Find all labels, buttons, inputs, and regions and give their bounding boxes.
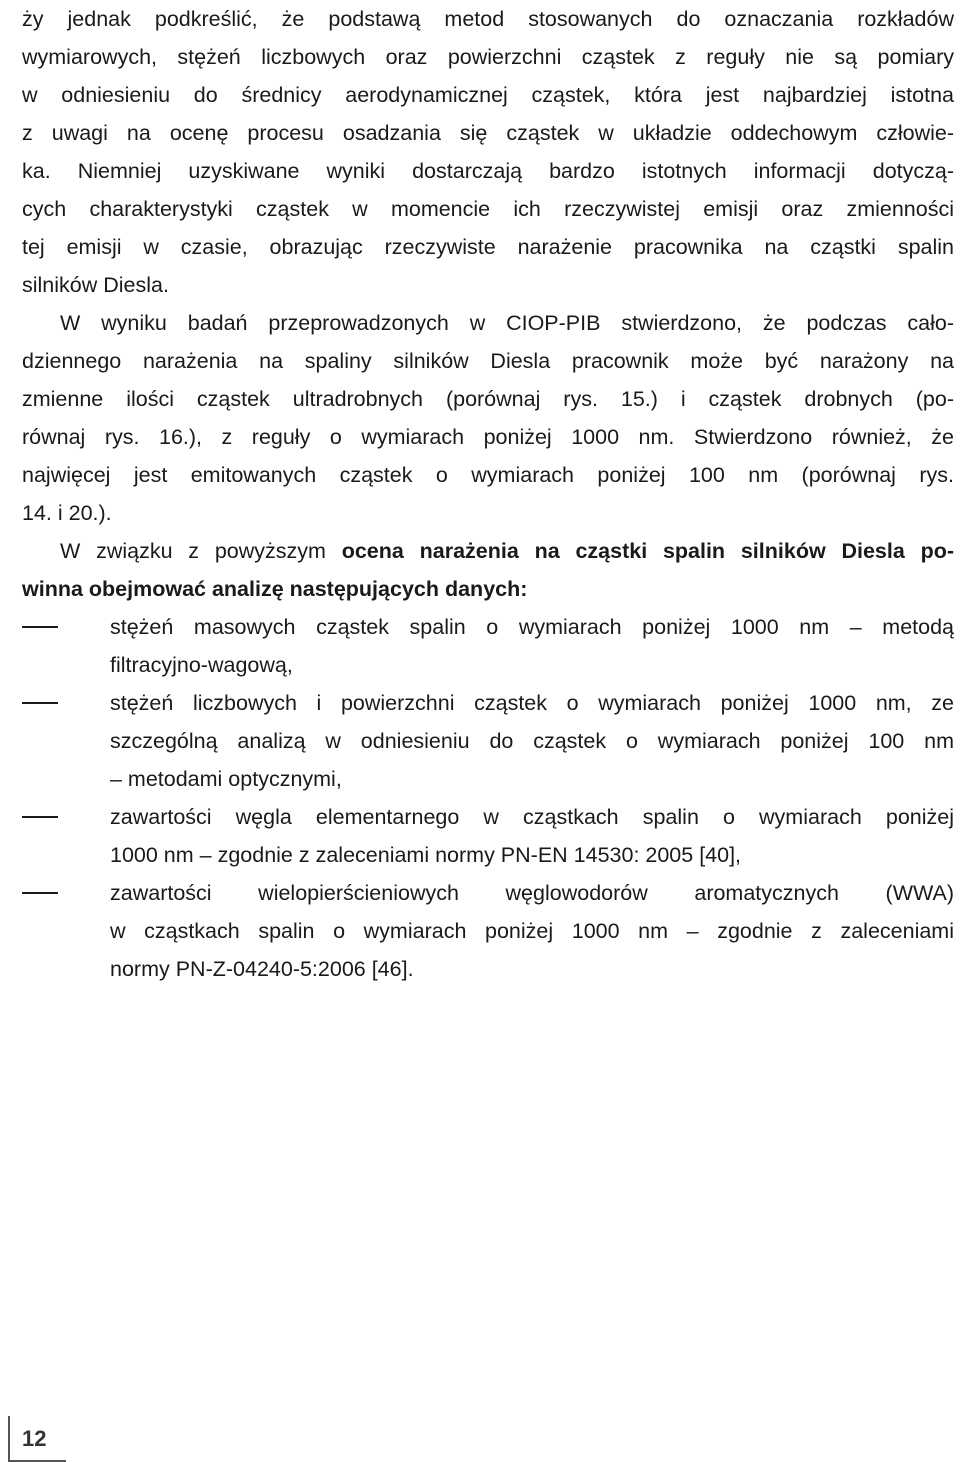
paragraph-3-bold-line: winna obejmować analizę następujących danych: (22, 577, 528, 601)
paragraph-2-line: równaj rys. 16.), z reguły o wymiarach poniżej 1000 nm. Stwierdzono również, że (22, 425, 954, 449)
paragraph-1-line: cych charakterystyki cząstek w momencie ich rzeczywistej emisji oraz zmienności (22, 197, 954, 221)
paragraph-2 (22, 304, 954, 532)
paragraph-2-line: 14. i 20.). (22, 501, 112, 525)
paragraph-1 (22, 0, 954, 304)
list-item-line: zawartości węgla elementarnego w cząstkach spalin o wymiarach poniżej (110, 805, 954, 829)
paragraph-1-line: z uwagi na ocenę procesu osadzania się cząstek w układzie oddechowym człowie- (22, 121, 954, 145)
paragraph-1-line: tej emisji w czasie, obrazując rzeczywiste narażenie pracownika na cząstki spalin (22, 235, 954, 259)
dash-bullet-icon (22, 892, 58, 894)
list-item-line: stężeń masowych cząstek spalin o wymiarach poniżej 1000 nm – metodą (110, 615, 954, 639)
list-item-line: filtracyjno-wagową, (110, 653, 293, 677)
dash-bullet-icon (22, 816, 58, 818)
list-item-line: w cząstkach spalin o wymiarach poniżej 1000 nm – zgodnie z zaleceniami (110, 919, 954, 943)
paragraph-1-line: wymiarowych, stężeń liczbowych oraz powierzchni cząstek z reguły nie są pomiary (22, 45, 954, 69)
paragraph-3-plain-text: W związku z powyższym (60, 539, 342, 563)
paragraph-2-line: najwięcej jest emitowanych cząstek o wymiarach poniżej 100 nm (porównaj rys. (22, 463, 954, 487)
list-item (22, 798, 954, 874)
paragraph-1-line: w odniesieniu do średnicy aerodynamicznej cząstek, która jest najbardziej istotna (22, 83, 954, 107)
paragraph-3 (22, 532, 954, 608)
paragraph-1-line: ży jednak podkreślić, że podstawą metod stosowanych do oznaczania rozkładów (22, 7, 954, 31)
paragraph-2-line: dziennego narażenia na spaliny silników Diesla pracownik może być narażony na (22, 349, 954, 373)
list-item-line: szczególną analizą w odniesieniu do cząstek o wymiarach poniżej 100 nm (110, 729, 954, 753)
list-item (22, 874, 954, 988)
dash-bullet-icon (22, 626, 58, 628)
paragraph-2-line: zmienne ilości cząstek ultradrobnych (porównaj rys. 15.) i cząstek drobnych (po- (22, 387, 954, 411)
body-text (22, 0, 954, 988)
paragraph-3-bold-text: ocena narażenia na cząstki spalin silników Diesla po- (341, 539, 954, 563)
paragraph-3-line (22, 532, 954, 570)
paragraph-2-line: W wyniku badań przeprowadzonych w CIOP-PIB stwierdzono, że podczas cało- (60, 311, 954, 335)
paragraph-1-line: silników Diesla. (22, 273, 169, 297)
list-item-line: 1000 nm – zgodnie z zaleceniami normy PN-EN 14530: 2005 [40], (110, 843, 742, 867)
page-number: 12 (22, 1426, 47, 1451)
list-item-line: stężeń liczbowych i powierzchni cząstek o wymiarach poniżej 1000 nm, ze (110, 691, 954, 715)
paragraph-1-line: ka. Niemniej uzyskiwane wyniki dostarczają bardzo istotnych informacji dotyczą- (22, 159, 954, 183)
list-item (22, 608, 954, 684)
footer-vertical-rule (8, 1416, 10, 1462)
data-requirements-list (22, 608, 954, 988)
list-item (22, 684, 954, 798)
list-item-line: normy PN-Z-04240-5:2006 [46]. (110, 957, 414, 981)
list-item-line: zawartości wielopierścieniowych węglowodorów aromatycznych (WWA) (110, 881, 954, 905)
page-footer (8, 1416, 68, 1462)
dash-bullet-icon (22, 702, 58, 704)
list-item-line: – metodami optycznymi, (110, 767, 342, 791)
